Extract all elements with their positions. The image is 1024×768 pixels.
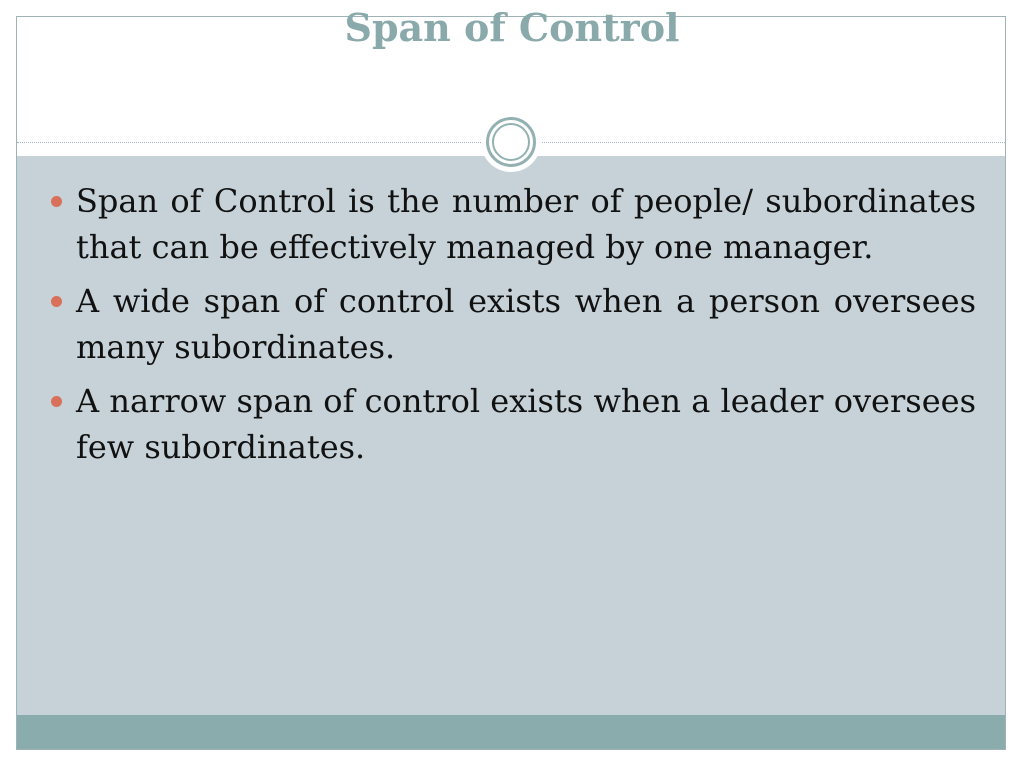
- bullet-dot-icon: [51, 196, 62, 207]
- bullet-text: Span of Control is the number of people/ subordinates that can be effectively managed by one manager.: [76, 182, 976, 266]
- bullet-dot-icon: [51, 396, 62, 407]
- bullet-dot-icon: [51, 296, 62, 307]
- bullet-item: [46, 178, 976, 270]
- bullet-text: A narrow span of control exists when a leader oversees few subordinates.: [76, 382, 976, 466]
- bullet-list: [46, 178, 976, 478]
- footer-bar: [17, 715, 1005, 749]
- slide-title: Span of Control: [344, 5, 680, 50]
- bullet-text: A wide span of control exists when a person oversees many subordinates.: [76, 282, 976, 366]
- divider-ornament-inner-ring: [492, 123, 530, 161]
- bullet-item: [46, 278, 976, 370]
- bullet-item: [46, 378, 976, 470]
